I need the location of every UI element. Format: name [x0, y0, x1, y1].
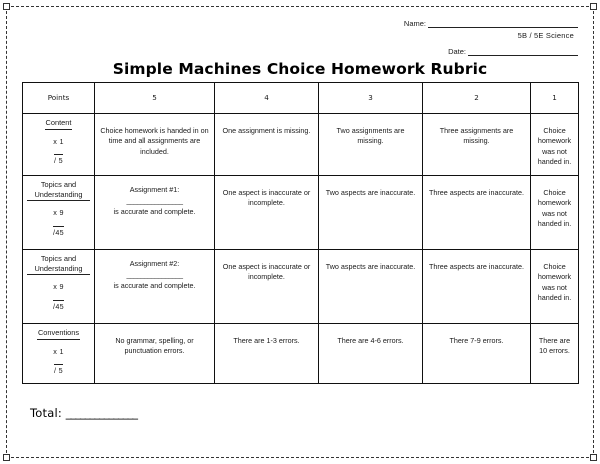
- assignment-write-in-blank[interactable]: ________________: [126, 270, 183, 280]
- page-corner-bottom-left: [3, 454, 10, 461]
- criterion-points-total: /45: [53, 301, 64, 311]
- table-row: [23, 176, 579, 250]
- score-descriptor: Choice homework was not handed in.: [537, 126, 572, 167]
- score-descriptor: There are 10 errors.: [538, 336, 571, 356]
- assignment-tail-text: is accurate and complete.: [113, 280, 196, 290]
- column-header-2: 2: [423, 83, 531, 114]
- assignment-label: Assignment #2:: [129, 259, 180, 268]
- score-cell-3: [319, 250, 423, 324]
- column-header-points: Points: [23, 83, 95, 114]
- page-title: Simple Machines Choice Homework Rubric: [112, 60, 488, 78]
- name-row: [348, 18, 578, 28]
- date-label: Date:: [448, 47, 466, 56]
- score-descriptor: Two aspects are inaccurate.: [325, 262, 416, 271]
- score-cell-1: [531, 114, 579, 176]
- page-corner-bottom-right: [590, 454, 597, 461]
- criterion-cell-content: [23, 114, 95, 176]
- score-descriptor: Choice homework is handed in on time and all assignments are included.: [100, 126, 209, 156]
- score-cell-2: [423, 114, 531, 176]
- assignment-descriptor: [99, 180, 210, 217]
- score-cell-3: [319, 114, 423, 176]
- score-descriptor: Choice homework was not handed in.: [537, 188, 572, 229]
- score-descriptor: Two assignments are missing.: [336, 126, 405, 146]
- criterion-multiplier: x 1: [53, 136, 64, 146]
- score-descriptor: Choice homework was not handed in.: [537, 262, 572, 303]
- score-descriptor: There 7-9 errors.: [449, 336, 504, 345]
- total-label: Total:: [30, 406, 62, 420]
- table-row: [23, 250, 579, 324]
- criterion-name: Topics and Understanding: [27, 180, 90, 201]
- score-cell-5: [95, 176, 215, 250]
- score-cell-3: [319, 176, 423, 250]
- score-cell-2: [423, 250, 531, 324]
- score-cell-5: [95, 114, 215, 176]
- score-cell-2: [423, 324, 531, 384]
- table-header-row: [23, 83, 579, 114]
- criterion-points-total: / 5: [54, 366, 63, 376]
- score-descriptor: One assignment is missing.: [222, 126, 311, 135]
- score-cell-4: [215, 250, 319, 324]
- assignment-tail-text: is accurate and complete.: [113, 206, 196, 216]
- table-row: [23, 324, 579, 384]
- rubric-table: [22, 82, 579, 384]
- score-cell-1: [531, 250, 579, 324]
- score-cell-4: [215, 324, 319, 384]
- column-header-1: 1: [531, 83, 579, 114]
- criterion-points-total: / 5: [54, 156, 63, 166]
- criterion-name: Content: [45, 118, 73, 130]
- score-descriptor: No grammar, spelling, or punctuation errors.: [115, 336, 194, 356]
- score-cell-3: [319, 324, 423, 384]
- score-cell-1: [531, 176, 579, 250]
- score-descriptor: Two aspects are inaccurate.: [325, 188, 416, 197]
- criterion-cell-topics-1: [23, 176, 95, 250]
- score-descriptor: One aspect is inaccurate or incomplete.: [222, 262, 311, 282]
- score-descriptor: There are 4-6 errors.: [337, 336, 404, 345]
- score-cell-5: [95, 324, 215, 384]
- score-cell-2: [423, 176, 531, 250]
- criterion-multiplier: x 9: [53, 208, 64, 218]
- score-descriptor: Three aspects are inaccurate.: [428, 188, 525, 197]
- criterion-name: Conventions: [37, 328, 80, 340]
- assignment-write-in-blank[interactable]: ________________: [126, 196, 183, 206]
- name-write-in-line[interactable]: [428, 18, 578, 28]
- criterion-cell-topics-2: [23, 250, 95, 324]
- subject-label: 5B / 5E Science: [517, 31, 574, 40]
- criterion-multiplier: x 9: [53, 282, 64, 292]
- date-write-in-line[interactable]: [468, 46, 578, 56]
- column-header-4: 4: [215, 83, 319, 114]
- score-cell-4: [215, 114, 319, 176]
- assignment-descriptor: [99, 254, 210, 291]
- score-cell-1: [531, 324, 579, 384]
- score-cell-5: [95, 250, 215, 324]
- total-write-in-blank[interactable]: _______________: [65, 406, 138, 420]
- criterion-multiplier: x 1: [53, 346, 64, 356]
- score-descriptor: Three assignments are missing.: [439, 126, 514, 146]
- total-score-field: [30, 406, 137, 420]
- score-descriptor: Three aspects are inaccurate.: [428, 262, 525, 271]
- criterion-points-total: /45: [53, 227, 64, 237]
- criterion-cell-conventions: [23, 324, 95, 384]
- table-row: [23, 114, 579, 176]
- score-descriptor: There are 1-3 errors.: [233, 336, 300, 345]
- page-corner-top-left: [3, 3, 10, 10]
- column-header-3: 3: [319, 83, 423, 114]
- date-row: [348, 46, 578, 56]
- page-corner-top-right: [590, 3, 597, 10]
- assignment-label: Assignment #1:: [129, 185, 180, 194]
- name-label: Name:: [403, 19, 426, 28]
- criterion-name: Topics and Understanding: [27, 254, 90, 275]
- score-descriptor: One aspect is inaccurate or incomplete.: [222, 188, 311, 208]
- student-info-block: [348, 18, 578, 59]
- column-header-5: 5: [95, 83, 215, 114]
- score-cell-4: [215, 176, 319, 250]
